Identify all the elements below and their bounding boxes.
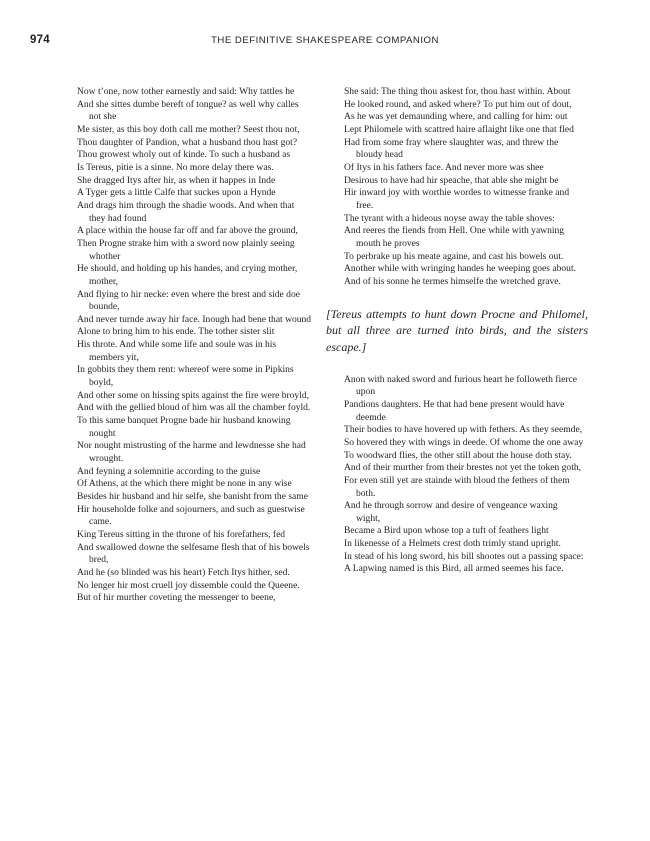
verse-line: Thou daughter of Pandion, what a husband thou hast got? — [77, 136, 298, 148]
verse-line: So hovered they with wings in deede. Of whome the one away — [344, 436, 584, 448]
verse-line: And never turnde away hir face. Inough had bene that wound — [77, 313, 312, 325]
verse-line: He should, and holding up his handes, and crying mother, mother, — [77, 263, 298, 287]
verse-line: Besides hir husband and hir selfe, she banisht from the same — [77, 491, 308, 502]
verse-line: And with the gellied bloud of him was all the chamber foyld. — [77, 402, 311, 414]
verse-line: Thou growest wholy out of kinde. To such a husband as — [77, 149, 291, 161]
verse-line: She dragged Itys after hir, as when it happes in Inde — [77, 174, 276, 186]
verse-line: And drags him through the shadie woods. And when that they had found — [77, 199, 295, 224]
verse-line: He looked round, and asked where? To put him out of dout, — [344, 98, 572, 110]
verse-line: Of Athens, at the which there might be none in any wise — [77, 478, 292, 490]
verse-line: Then Progne strake him with a sword now plainly seeing whother — [77, 237, 295, 262]
verse-line: And of his sonne he termes himselfe the wretched grave. — [344, 275, 561, 287]
verse-line: Nor nought mistrusting of the harme and lewdnesse she had wrought. — [77, 440, 306, 465]
verse-line: King Tereus sitting in the throne of his forefathers, fed — [77, 528, 286, 540]
right-column-verse-top — [344, 86, 584, 289]
verse-line: And he through sorrow and desire of vengeance waxing wight, — [344, 500, 558, 524]
verse-line: Now t’one, now tother earnestly and said: Why tattles he — [77, 86, 295, 97]
verse-line: And of their murther from their brestes not yet the token goth, — [344, 462, 582, 474]
verse-line: Alone to bring him to his ende. The tother sister slit — [77, 326, 275, 338]
verse-line: As he was yet demaunding where, and calling for him: out — [344, 111, 568, 123]
verse-line: And he (so blinded was his heart) Fetch Itys hither, sed. — [77, 566, 290, 578]
verse-line: The tyrant with a hideous noyse away the table shoves: — [344, 212, 555, 224]
verse-line: Another while with wringing handes he weeping goes about. — [344, 263, 576, 275]
verse-line: Is Tereus, pitie is a sinne. No more delay there was. — [77, 161, 274, 173]
left-column — [77, 86, 312, 605]
verse-line: Hir householde folke and sojourners, and such as guestwise came. — [77, 503, 305, 528]
right-column-verse-bottom — [344, 374, 584, 577]
verse-line: No lenger hir most cruell joy dissemble could the Queene. — [77, 579, 300, 591]
verse-line: A Tyger gets a little Calfe that suckes upon a Hynde — [77, 187, 276, 199]
verse-line: And other some on hissing spits against the fire were broyld, — [77, 389, 310, 401]
verse-line: For even still yet are stainde with bloud the fethers of them both. — [344, 474, 570, 499]
page-header — [0, 34, 650, 50]
verse-line: And she sittes dumbe bereft of tongue? as well why calles not she — [77, 98, 299, 123]
stage-direction: [Tereus attempts to hunt down Procne and Philomel, but all three are turned into birds, and the sisters escape.] — [326, 306, 588, 354]
verse-line: Me sister, as this boy doth call me mother? Seest thou not, — [77, 123, 300, 135]
verse-line: In likenesse of a Helmets crest doth trimly stand upright. — [344, 538, 561, 550]
verse-line: But of hir murther coveting the messenger to beene, — [77, 592, 276, 604]
verse-line: To perbrake up his meate againe, and cast his bowels out. — [344, 250, 564, 262]
page-number: 974 — [30, 34, 50, 46]
verse-line: Their bodies to have hovered up with fethers. As they seemde, — [344, 424, 583, 436]
running-head: THE DEFINITIVE SHAKESPEARE COMPANION — [211, 35, 439, 46]
verse-line: To woodward flies, the other still about the house doth stay. — [344, 449, 572, 461]
verse-line: Had from some fray where slaughter was, and threw the bloudy head — [344, 136, 559, 161]
verse-line: She said: The thing thou askest for, thou hast within. About — [344, 86, 571, 97]
verse-line: And swallowed downe the selfesame flesh that of his bowels bred, — [77, 541, 310, 566]
verse-line: Pandions daughters. He that had bene present would have deemde — [344, 398, 565, 423]
verse-line: Anon with naked sword and furious heart he followeth fierce upon — [344, 373, 578, 398]
verse-line: Of Itys in his fathers face. And never more was shee — [344, 161, 544, 173]
verse-line: And flying to hir necke: even where the brest and side doe bounde, — [77, 288, 300, 313]
verse-line: In stead of his long sword, his bill shootes out a passing space: — [344, 550, 584, 562]
verse-line: To this same banquet Progne bade hir husband knowing nought — [77, 415, 291, 439]
right-column — [326, 86, 588, 576]
verse-line: In gobbits they them rent: whereof were some in Pipkins boyld, — [77, 364, 294, 389]
verse-line: And feyning a solemnitie according to the guise — [77, 465, 261, 477]
verse-line: A place within the house far off and far above the ground, — [77, 225, 298, 237]
verse-line: Hir inward joy with worthie wordes to witnesse franke and free. — [344, 187, 570, 211]
verse-line: Became a Bird upon whose top a tuft of feathers light — [344, 525, 549, 537]
verse-line: His throte. And while some life and soule was in his members yit, — [77, 339, 277, 363]
verse-line: Lept Philomele with scattred haire aflaight like one that fled — [344, 123, 574, 135]
verse-line: A Lapwing named is this Bird, all armed seemes his face. — [344, 563, 564, 575]
verse-line: And reeres the fiends from Hell. One while with yawning mouth he proves — [344, 225, 565, 249]
verse-line: Desirous to have had hir speache, that able she might be — [344, 174, 559, 186]
